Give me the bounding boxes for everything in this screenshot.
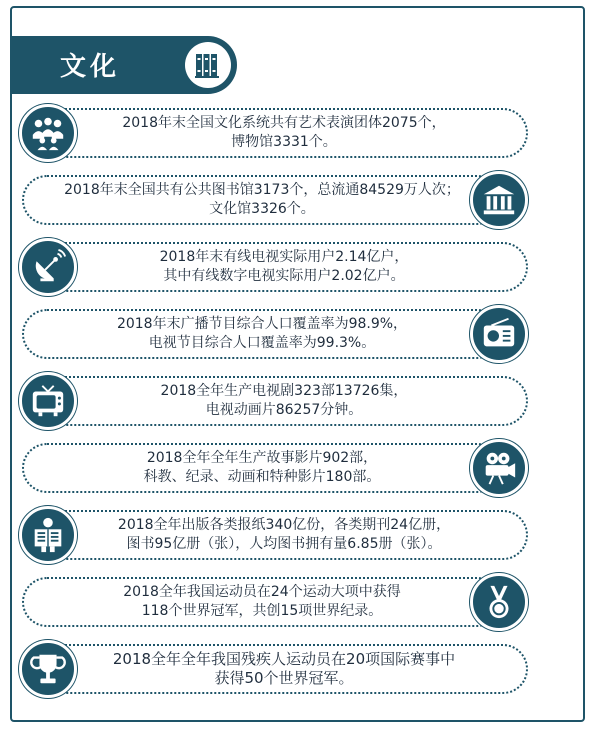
stat-row-tv-production: 2018全年生产电视剧323部13726集， 电视动画片86257分钟。: [40, 376, 528, 426]
section-title: 文化: [60, 52, 121, 82]
stat-row-paralympic: 2018全年全年我国残疾人运动员在20项国际赛事中 获得50个世界冠军。: [40, 644, 528, 694]
stat-row-athletes: 2018全年我国运动员在24个运动大项中获得 118个世界冠军，共创15项世界纪录。: [22, 577, 502, 627]
stat-row-cable-tv: 2018年末有线电视实际用户2.14亿户， 其中有线数字电视实际用户2.02亿户。: [40, 242, 528, 292]
books-icon: [185, 42, 231, 88]
stat-row-publications: 2018全年出版各类报纸340亿份，各类期刊24亿册， 图书95亿册（张），人均图书拥有量6.85册（张）。: [40, 510, 528, 560]
stat-row-libraries: 2018年末全国共有公共图书馆3173个，总流通84529万人次； 文化馆3326个。: [22, 175, 502, 225]
stat-row-film-production: 2018全年全年生产故事影片902部， 科教、纪录、动画和特种影片180部。: [22, 443, 502, 493]
medal-icon: [470, 573, 528, 631]
television-icon: [19, 372, 77, 430]
newspaper-reader-icon: [19, 506, 77, 564]
library-building-icon: [470, 171, 528, 229]
section-header: [10, 36, 237, 94]
satellite-dish-icon: [19, 238, 77, 296]
stat-row-broadcast-coverage: 2018年末广播节目综合人口覆盖率为98.9%， 电视节目综合人口覆盖率为99.3%。: [22, 309, 502, 359]
stat-row-arts-museums: 2018年末全国文化系统共有艺术表演团体2075个， 博物馆3331个。: [40, 108, 528, 158]
audience-icon: [19, 104, 77, 162]
radio-icon: [470, 305, 528, 363]
trophy-icon: [19, 640, 77, 698]
film-projector-icon: [470, 439, 528, 497]
